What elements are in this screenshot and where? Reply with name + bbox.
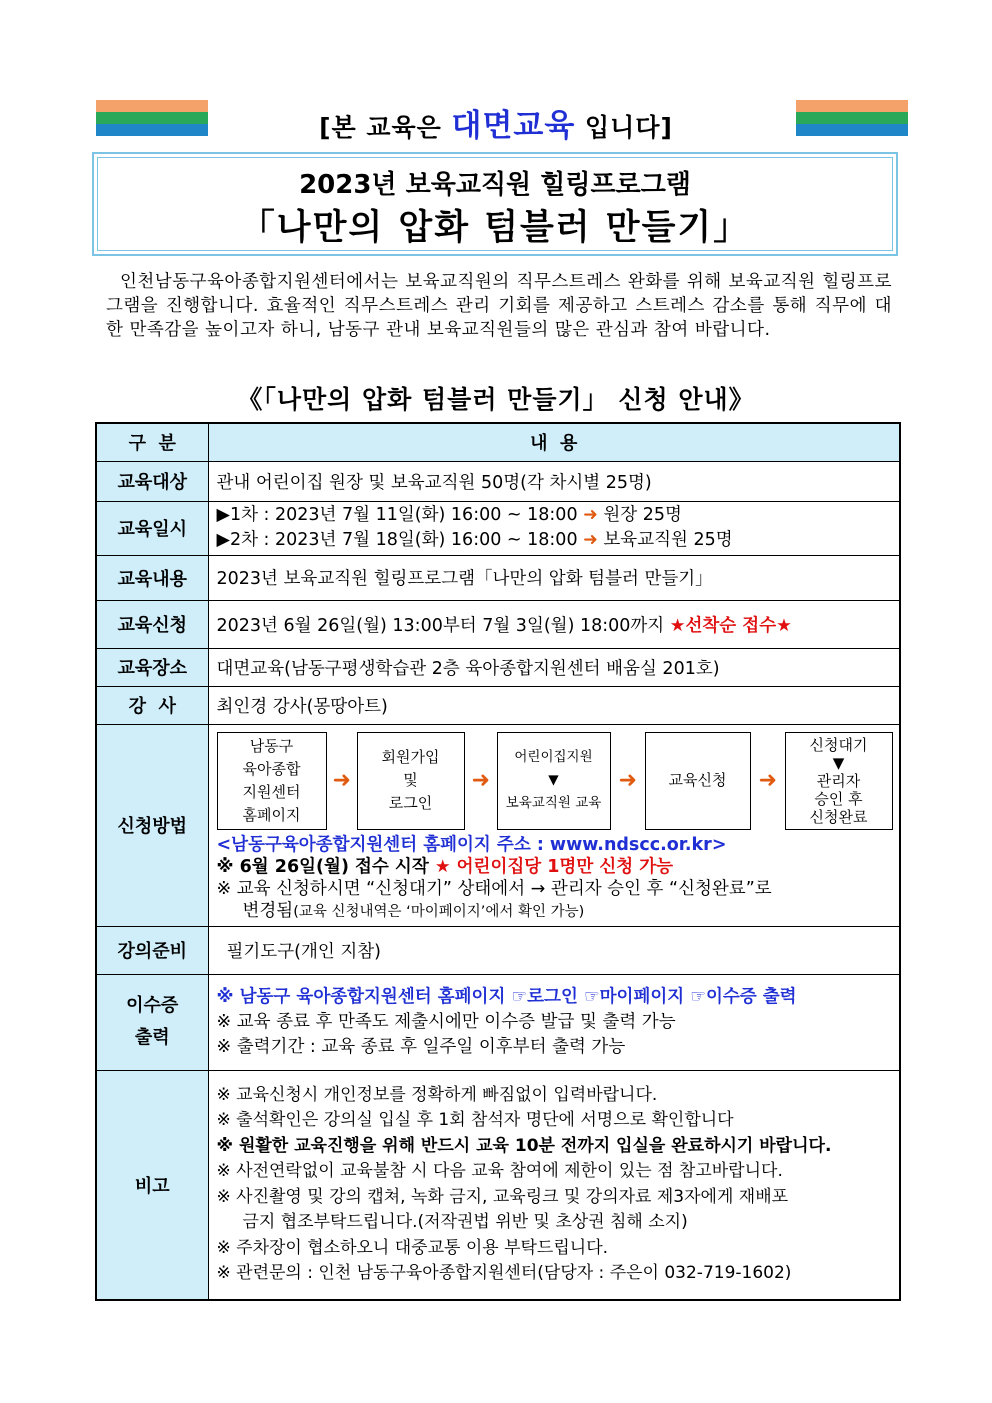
title-line1: 2023년 보육교직원 힐링프로그램: [299, 170, 691, 200]
remark-line: 금지 협조부탁드립니다.(저작권법 위반 및 초상권 침해 소지): [242, 1212, 688, 1233]
info-table: [95, 422, 901, 1301]
remark-line: ※ 원활한 교육진행을 위해 반드시 교육 10분 전까지 입실을 완료하시기 바랍니다.: [216, 1135, 832, 1156]
flow-step-homepage: 남동구 육아종합 지원센터 홈페이지: [217, 732, 327, 830]
value-content: 2023년 보육교직원 힐링프로그램「나만의 압화 텀블러 만들기」: [208, 555, 900, 600]
banner-prefix: [본 교육은: [319, 113, 452, 142]
label-content: 교육내용: [96, 555, 208, 600]
label-certificate: [96, 974, 208, 1070]
value-instructor: 최인경 강사(몽땅아트): [208, 686, 900, 724]
label-place: 교육장소: [96, 648, 208, 686]
head-col1: 구 분: [96, 423, 208, 461]
arrow-icon: ➜: [618, 767, 637, 793]
remark-line: ※ 출석확인은 강의실 입실 후 1회 참석자 명단에 서명으로 확인합니다: [216, 1110, 734, 1131]
note1-text: ※ 6월 26일(월) 접수 시작: [216, 856, 435, 877]
head-col2: 내 용: [208, 423, 900, 461]
remark-line: ※ 주차장이 협소하오니 대중교통 이용 부탁드립니다.: [216, 1237, 609, 1258]
method-note1: [217, 856, 892, 878]
method-note2: ※ 교육 신청하시면 “신청대기” 상태에서 → 관리자 승인 후 “신청완료”로: [216, 878, 772, 899]
flow-step-apply: 교육신청: [645, 732, 751, 830]
arrow-icon: ➜: [583, 530, 598, 550]
table-row-apply: [96, 600, 900, 648]
value-method: [208, 724, 900, 926]
table-row-place: [96, 648, 900, 686]
note2-small: (교육 신청내역은 ‘마이페이지’에서 확인 가능): [293, 903, 585, 920]
table-row-schedule: [96, 501, 900, 555]
star-icon: ★: [434, 856, 451, 877]
value-remarks: [208, 1070, 900, 1300]
certificate-line1: ※ 남동구 육아종합지원센터 홈페이지 ☞로그인 ☞마이페이지 ☞이수증 출력: [216, 986, 797, 1007]
banner-suffix: 입니다]: [575, 113, 673, 142]
title-box: [92, 152, 898, 256]
label-apply: 교육신청: [96, 600, 208, 648]
title-line2: 「나만의 압화 텀블러 만들기」: [239, 208, 751, 248]
banner: [0, 100, 992, 145]
value-apply: [208, 600, 900, 648]
label-remarks: 비고: [96, 1070, 208, 1300]
certificate-line3: ※ 출력기간 : 교육 종료 후 일주일 이후부터 출력 가능: [216, 1036, 626, 1057]
value-target: 관내 어린이집 원장 및 보육교직원 50명(각 차시별 25명): [208, 461, 900, 501]
label-schedule: 교육일시: [96, 501, 208, 555]
value-place: 대면교육(남동구평생학습관 2층 육아종합지원센터 배움실 201호): [208, 648, 900, 686]
table-row-target: [96, 461, 900, 501]
flow-step-childcare-support: 어린이집지원 ▼ 보육교직원 교육: [497, 732, 611, 830]
schedule-row1-target: 원장 25명: [603, 505, 682, 525]
table-row-certificate: [96, 974, 900, 1070]
label-method: 신청방법: [96, 724, 208, 926]
apply-period: 2023년 6월 26일(월) 13:00부터 7월 3일(월) 18:00까지: [216, 615, 665, 636]
banner-highlight: 대면교육: [451, 108, 576, 144]
label-certificate-2: 출력: [134, 1027, 170, 1048]
label-target: 교육대상: [96, 461, 208, 501]
value-prep: 필기도구(개인 지참): [208, 926, 900, 974]
remark-line: ※ 관련문의 : 인천 남동구육아종합지원센터(담당자 : 주은이 032-719-1602): [216, 1263, 792, 1284]
label-certificate-1: 이수증: [126, 995, 179, 1016]
table-row-instructor: [96, 686, 900, 724]
label-instructor: 강 사: [96, 686, 208, 724]
arrow-icon: ➜: [758, 767, 777, 793]
note2-cont: 변경됨: [242, 900, 294, 921]
label-prep: 강의준비: [96, 926, 208, 974]
table-row-prep: [96, 926, 900, 974]
remark-line: ※ 사전연락없이 교육불참 시 다음 교육 참여에 제한이 있는 점 참고바랍니다.: [216, 1161, 783, 1182]
first-come-badge: ★선착순 접수★: [669, 615, 792, 636]
schedule-row2: ▶2차 : 2023년 7월 18일(화) 16:00 ~ 18:00: [216, 530, 578, 550]
flow-step-login: 회원가입 및 로그인: [357, 732, 465, 830]
note1-limit: 어린이집당 1명만 신청 가능: [450, 856, 674, 877]
value-schedule: [208, 501, 900, 555]
remark-line: ※ 사진촬영 및 강의 캡쳐, 녹화 금지, 교육링크 및 강의자료 제3자에게 재배포: [216, 1186, 789, 1207]
flow-step-complete: 신청대기 ▼ 관리자 승인 후 신청완료: [785, 732, 893, 830]
notice-title: 《「나만의 압화 텀블러 만들기」 신청 안내》: [237, 385, 755, 414]
application-flow: [217, 732, 892, 832]
table-row-method: [96, 724, 900, 926]
table-head-row: [96, 423, 900, 461]
arrow-icon: ➜: [332, 767, 351, 793]
arrow-icon: ➜: [583, 505, 598, 525]
schedule-row2-target: 보육교직원 25명: [603, 530, 733, 550]
table-row-content: [96, 555, 900, 600]
certificate-line2: ※ 교육 종료 후 만족도 제출시에만 이수증 발급 및 출력 가능: [216, 1011, 676, 1032]
method-note2-cont: [217, 900, 892, 923]
value-certificate: [208, 974, 900, 1070]
remark-line: ※ 교육신청시 개인정보를 정확하게 빠짐없이 입력바랍니다.: [216, 1084, 658, 1105]
table-row-remarks: [96, 1070, 900, 1300]
homepage-address: <남동구육아종합지원센터 홈페이지 주소 : www.ndscc.or.kr>: [216, 834, 727, 855]
intro-paragraph: 인천남동구육아종합지원센터에서는 보육교직원의 직무스트레스 완화를 위해 보육교직원 힐링프로그램을 진행합니다. 효율적인 직무스트레스 관리 기회를 제공하고 스트레스 감소를 통해 직무에 대한 만족감을 높이고자 하니, 남동구 관내 보육교직원들의 많은 관심과 참여 바랍니다.: [106, 272, 892, 340]
schedule-row1: ▶1차 : 2023년 7월 11일(화) 16:00 ~ 18:00: [216, 505, 578, 525]
arrow-icon: ➜: [471, 767, 490, 793]
